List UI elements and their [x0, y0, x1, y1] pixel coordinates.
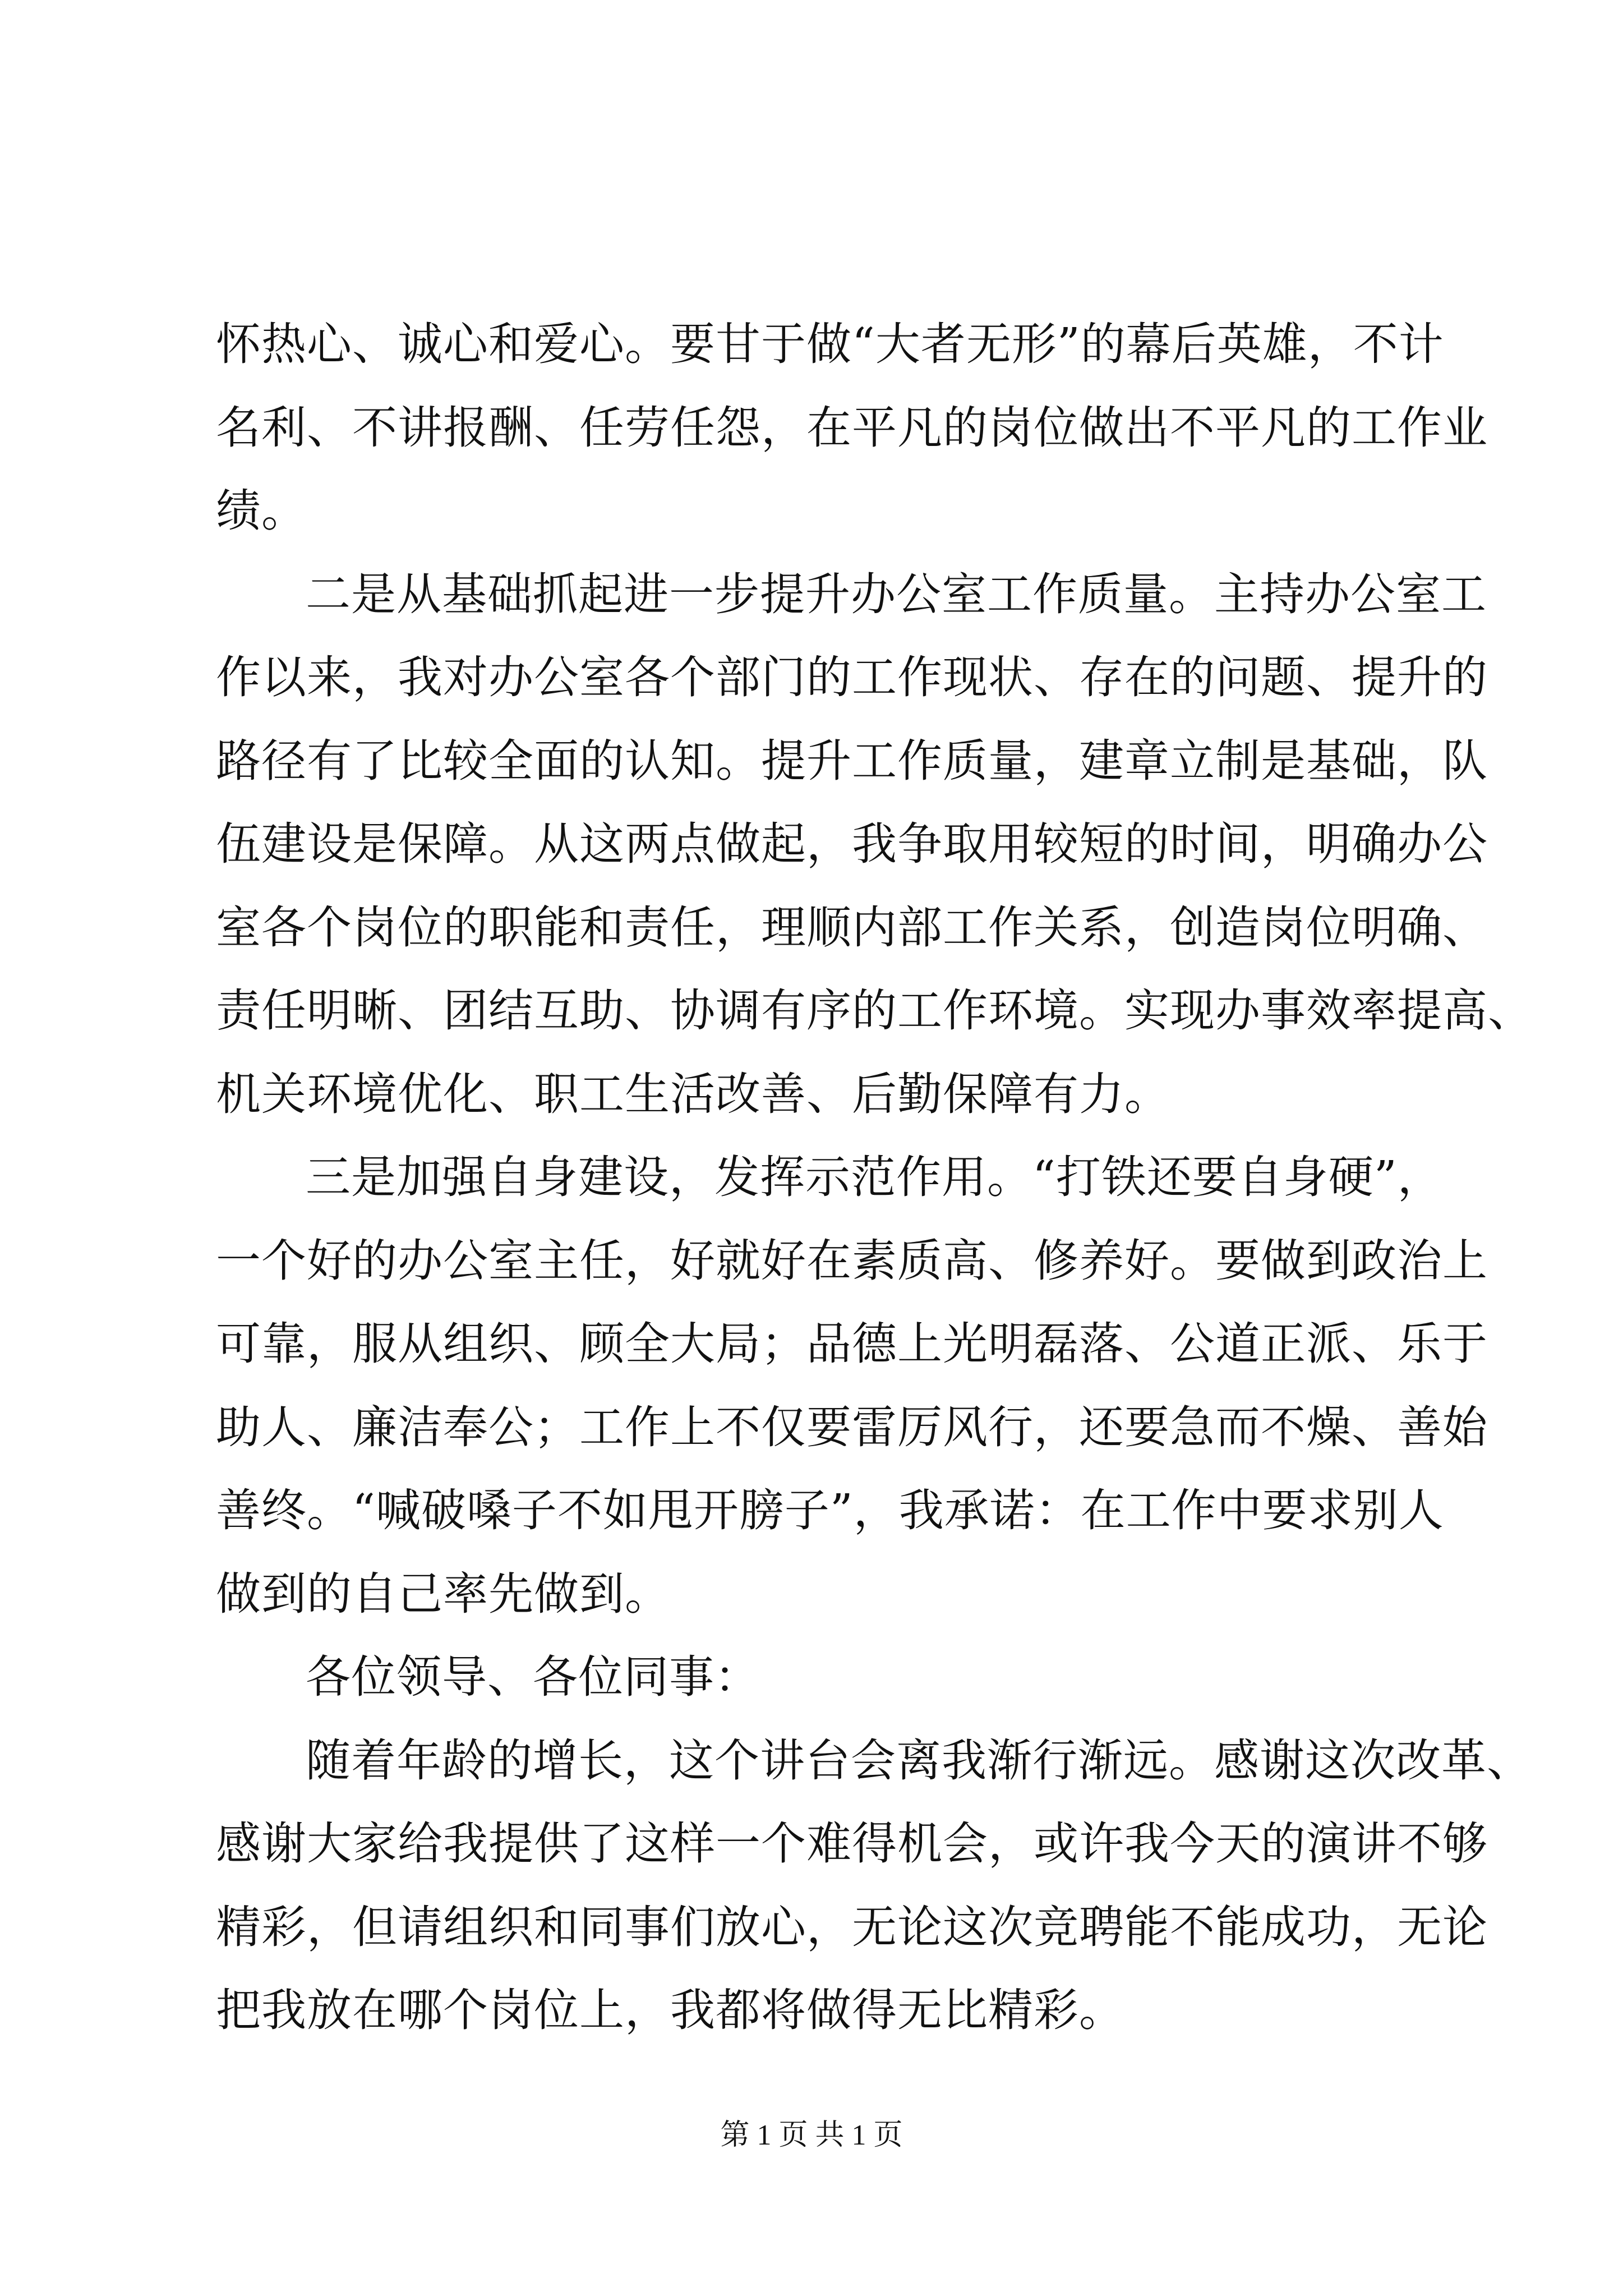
text-line: 做到的自己率先做到。 — [216, 1567, 670, 1620]
text-line: 善终。“喊破嗓子不如甩开膀子”，我承诺：在工作中要求别人 — [216, 1484, 1444, 1536]
text-line: 绩。 — [216, 485, 307, 537]
text-line: 把我放在哪个岗位上，我都将做得无比精彩。 — [216, 1984, 1124, 2036]
paragraph-start-line: 随着年龄的增长，这个讲台会离我渐行渐远。感谢这次改革、 — [306, 1734, 1532, 1787]
salutation-line: 各位领导、各位同事： — [306, 1651, 760, 1703]
page-number-footer: 第 1 页 共 1 页 — [720, 2119, 903, 2151]
paragraph-start-line: 二是从基础抓起进一步提升办公室工作质量。主持办公室工 — [306, 568, 1487, 620]
paragraph-start-line: 三是加强自身建设，发挥示范作用。“打铁还要自身硬”， — [306, 1151, 1443, 1203]
text-line: 机关环境优化、职工生活改善、后勤保障有力。 — [216, 1068, 1170, 1120]
text-line: 可靠，服从组织、顾全大局；品德上光明磊落、公道正派、乐于 — [216, 1318, 1488, 1370]
text-line: 作以来，我对办公室各个部门的工作现状、存在的问题、提升的 — [216, 651, 1488, 703]
text-line: 助人、廉洁奉公；工作上不仅要雷厉风行，还要急而不燥、善始 — [216, 1401, 1488, 1453]
text-line: 伍建设是保障。从这两点做起，我争取用较短的时间，明确办公 — [216, 818, 1488, 870]
text-line: 室各个岗位的职能和责任，理顺内部工作关系，创造岗位明确、 — [216, 901, 1488, 954]
text-line: 名利、不讲报酬、任劳任怨，在平凡的岗位做出不平凡的工作业 — [216, 401, 1488, 454]
text-line: 怀热心、诚心和爱心。要甘于做“大者无形”的幕后英雄，不计 — [216, 318, 1444, 370]
text-line: 感谢大家给我提供了这样一个难得机会，或许我今天的演讲不够 — [216, 1818, 1488, 1870]
text-line: 一个好的办公室主任，好就好在素质高、修养好。要做到政治上 — [216, 1234, 1488, 1287]
text-line: 路径有了比较全面的认知。提升工作质量，建章立制是基础，队 — [216, 734, 1488, 787]
document-body — [216, 303, 1533, 2053]
text-line: 责任明晰、团结互助、协调有序的工作环境。实现办事效率提高、 — [216, 984, 1533, 1037]
text-line: 精彩，但请组织和同事们放心，无论这次竞聘能不能成功，无论 — [216, 1901, 1488, 1953]
